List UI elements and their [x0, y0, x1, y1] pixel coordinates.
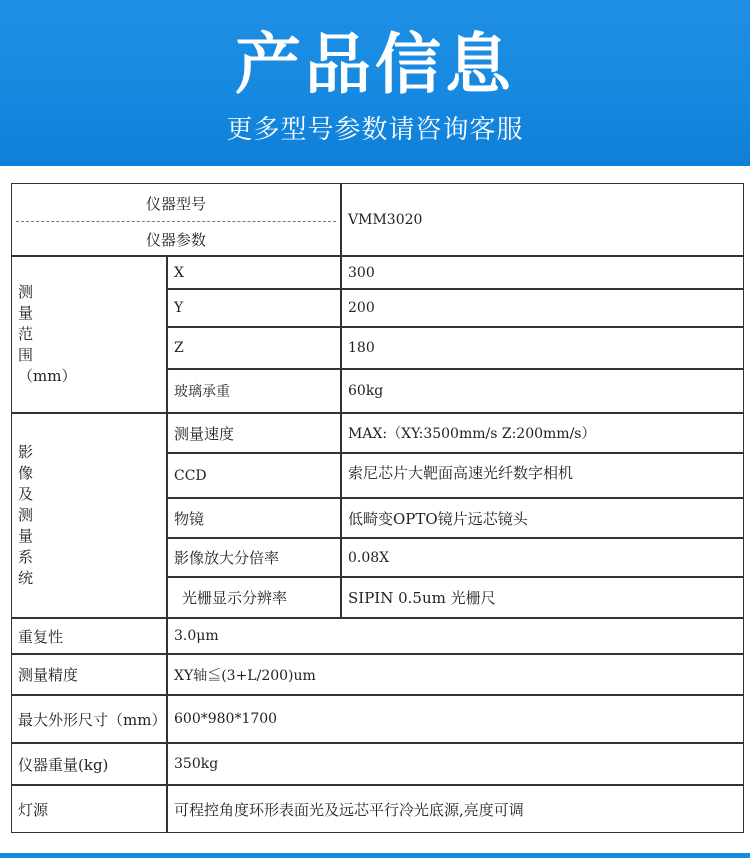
range-x-value-cell [341, 256, 744, 289]
repeatability-name-cell [11, 618, 167, 654]
model-header-cell [11, 183, 341, 256]
spec-name: Y [174, 300, 184, 316]
lens-name-cell [167, 498, 341, 538]
spec-name: 灯源 [18, 800, 49, 819]
spec-value: 60kg [348, 383, 384, 399]
ccd-value-cell [341, 453, 744, 498]
spec-name: 影像放大分倍率 [174, 549, 280, 567]
spec-value: 索尼芯片大靶面高速光纤数字相机 [348, 464, 574, 482]
banner-subtitle: 更多型号参数请咨询客服 [226, 115, 524, 145]
lens-value-cell [341, 498, 744, 538]
spec-value: 可程控角度环形表面光及远芯平行冷光底源,亮度可调 [174, 800, 524, 819]
spec-value: 350kg [174, 756, 219, 772]
spec-name: 测量速度 [174, 424, 235, 443]
range-label-char: （mm） [18, 367, 77, 385]
spec-value: 200 [348, 300, 375, 316]
imaging-label-char: 量 [18, 527, 34, 545]
spec-value: 0.08X [348, 549, 390, 566]
spec-value: XY轴≦(3+L/200)um [174, 667, 316, 684]
spec-name: 最大外形尺寸（mm） [18, 710, 167, 729]
spec-name: 物镜 [174, 509, 205, 528]
weight-value-cell [167, 743, 744, 785]
range-group-label [11, 256, 167, 413]
light-source-value-cell [167, 785, 744, 833]
dimensions-value-cell [167, 695, 744, 743]
spec-name: 光栅显示分辨率 [182, 589, 288, 607]
imaging-label-char: 影 [18, 443, 34, 461]
imaging-label-char: 统 [18, 569, 34, 587]
spec-value: 180 [348, 340, 375, 356]
imaging-label-char: 像 [18, 464, 34, 482]
spec-value: 3.0μm [174, 628, 219, 644]
spec-value: 低畸变OPTO镜片远芯镜头 [348, 509, 528, 528]
spec-name: Z [174, 340, 184, 356]
range-label-char: 量 [18, 304, 34, 322]
model-value: VMM3020 [348, 211, 423, 228]
range-y-name-cell [167, 289, 341, 327]
glass-load-name-cell [167, 369, 341, 413]
dimensions-name-cell [11, 695, 167, 743]
resolution-name-cell [167, 577, 341, 618]
model-value-cell [341, 183, 744, 256]
light-source-name-cell [11, 785, 167, 833]
spec-name: 仪器重量(kg) [18, 755, 109, 774]
spec-name: 测量精度 [18, 666, 79, 684]
range-label-char: 范 [18, 325, 34, 343]
spec-name: X [174, 264, 184, 281]
spec-value: SIPIN 0.5um 光栅尺 [348, 589, 496, 607]
range-label-char: 测 [18, 283, 34, 301]
magnification-name-cell [167, 538, 341, 577]
spec-value: MAX:（XY:3500mm/s Z:200mm/s） [348, 426, 596, 442]
imaging-label-char: 测 [18, 506, 34, 524]
imaging-group-label [11, 413, 167, 618]
ccd-name-cell [167, 453, 341, 498]
accuracy-name-cell [11, 654, 167, 695]
model-label: 仪器型号 [145, 195, 206, 213]
spec-value: 600*980*1700 [174, 711, 278, 727]
spec-value: 300 [348, 264, 375, 281]
imaging-label-char: 及 [18, 485, 34, 503]
banner [0, 0, 750, 166]
magnification-value-cell [341, 538, 744, 577]
bottom-bar [0, 853, 750, 858]
range-z-name-cell [167, 327, 341, 369]
range-x-name-cell [167, 256, 341, 289]
resolution-value-cell [341, 577, 744, 618]
accuracy-value-cell [167, 654, 744, 695]
spec-name: 重复性 [18, 627, 64, 646]
banner-title: 产品信息 [235, 26, 515, 103]
glass-load-value-cell [341, 369, 744, 413]
spec-name: 玻璃承重 [174, 384, 230, 400]
speed-name-cell [167, 413, 341, 453]
range-label-char: 围 [18, 346, 34, 364]
range-z-value-cell [341, 327, 744, 369]
spec-name: CCD [174, 467, 207, 484]
weight-name-cell [11, 743, 167, 785]
params-label: 仪器参数 [145, 231, 206, 249]
imaging-label-char: 系 [18, 548, 34, 566]
range-y-value-cell [341, 289, 744, 327]
speed-value-cell [341, 413, 744, 453]
repeatability-value-cell [167, 618, 744, 654]
